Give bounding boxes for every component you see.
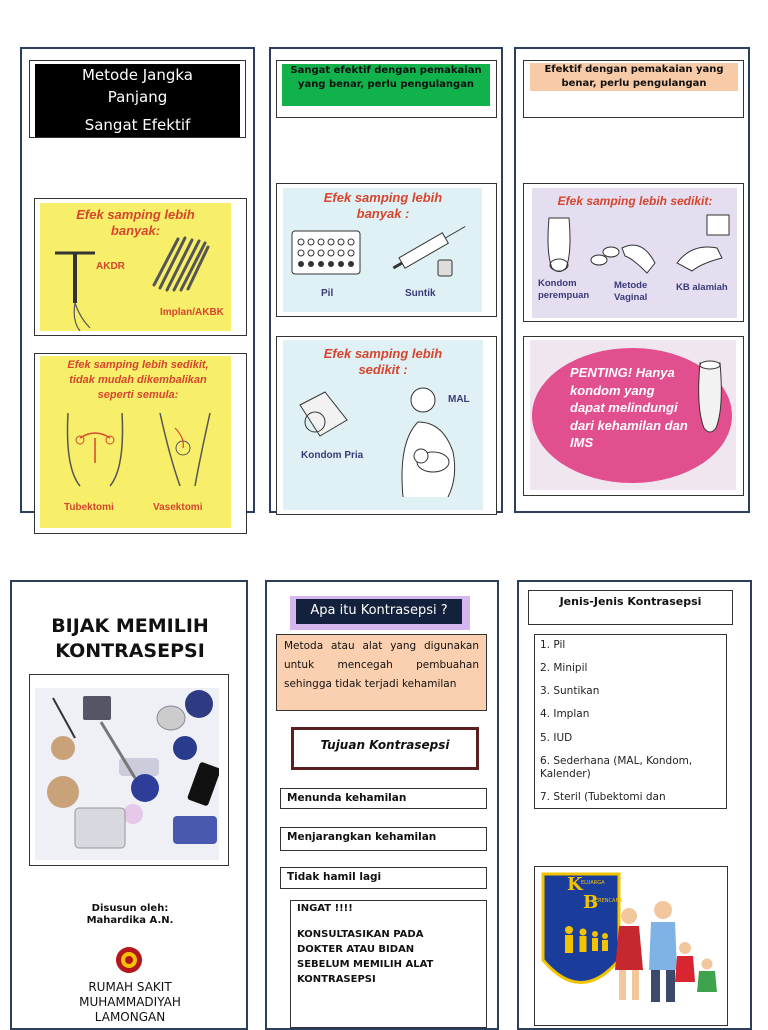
label-male-condom: Kondom Pria bbox=[301, 450, 364, 461]
label-vaginal-method: Metode Vaginal bbox=[614, 280, 648, 303]
effective-card-important-image bbox=[530, 340, 736, 490]
card-title: Efek samping lebih sedikit: bbox=[557, 194, 713, 208]
female-anatomy-icon bbox=[60, 408, 130, 488]
list-item: 4. Implan bbox=[540, 708, 590, 721]
types-list-box bbox=[534, 634, 727, 809]
definition-box: Metoda atau alat yang digunakan untuk mencegah pembuahan sehingga tidak terjadi kehamilan bbox=[276, 634, 487, 711]
card-title: Efek samping lebih sedikit, tidak mudah dikembalikan seperti semula: bbox=[67, 359, 209, 401]
what-is-title: Apa itu Kontrasepsi ? bbox=[296, 599, 462, 624]
goals-title: Tujuan Kontrasepsi bbox=[320, 738, 450, 752]
label-injection: Suntik bbox=[405, 288, 436, 299]
label-akdr: AKDR bbox=[96, 261, 125, 272]
implant-rods-icon bbox=[150, 233, 210, 293]
goal-item-stop: Tidak hamil lagi bbox=[280, 867, 487, 889]
logo-letter-b: B bbox=[583, 892, 599, 913]
list-item: 6. Sederhana (MAL, Kondom, Kalender) bbox=[540, 754, 693, 780]
institution-line-3: LAMONGAN bbox=[94, 1010, 166, 1024]
syringe-icon bbox=[383, 218, 473, 278]
list-item: 2. Minipil bbox=[540, 662, 588, 675]
condom-pack-icon bbox=[295, 390, 350, 440]
label-pill: Pil bbox=[321, 288, 334, 299]
long-term-card-fewer-effects-image bbox=[40, 356, 231, 528]
author-name: Mahardika A.N. bbox=[86, 915, 174, 926]
vaginal-method-icon bbox=[587, 228, 657, 278]
short-term-header: Sangat efektif dengan pemakaian yang benar, perlu pengulangan bbox=[282, 64, 490, 106]
card-title: Efek samping lebih banyak: bbox=[76, 207, 195, 238]
important-message: PENTING! Hanya kondom yang dapat melindungi dari kehamilan dan IMS bbox=[570, 365, 688, 450]
short-term-card-more-effects-image bbox=[283, 188, 482, 312]
label-tubectomy: Tubektomi bbox=[64, 502, 114, 513]
contraceptives-photo bbox=[35, 688, 219, 860]
label-natural-kb: KB alamiah bbox=[676, 282, 728, 293]
institution-line-2: MUHAMMADIYAH bbox=[79, 995, 181, 1009]
female-condom-icon bbox=[544, 213, 574, 275]
list-item: 7. Steril (Tubektomi dan bbox=[540, 790, 666, 803]
list-item: 1. Pil bbox=[540, 639, 566, 651]
condom-icon bbox=[690, 358, 730, 438]
contraceptive-collection-icon bbox=[35, 688, 219, 860]
logo-letter-k: K bbox=[567, 874, 583, 895]
logo-word-2: ERENCANA bbox=[595, 898, 623, 904]
natural-family-planning-icon bbox=[672, 213, 732, 273]
effective-header: Efektif dengan pemakaian yang benar, perlu pengulangan bbox=[530, 63, 738, 91]
header-line-2: Panjang bbox=[107, 88, 168, 106]
types-title: Jenis-Jenis Kontrasepsi bbox=[528, 590, 733, 625]
header-line-3: Sangat Efektif bbox=[84, 116, 191, 134]
reminder-title: INGAT !!!! bbox=[297, 903, 353, 914]
label-implant: Implan/AKBK bbox=[160, 307, 224, 318]
card-title: Efek samping lebih sedikit : bbox=[323, 346, 443, 377]
institution-line-1: RUMAH SAKIT bbox=[88, 980, 172, 994]
hospital-logo-icon bbox=[115, 946, 143, 974]
male-anatomy-icon bbox=[155, 408, 215, 488]
cover-title: BIJAK MEMILIH KONTRASEPSI bbox=[51, 615, 209, 662]
list-item: 3. Suntikan bbox=[540, 685, 600, 698]
goal-item-space: Menjarangkan kehamilan bbox=[280, 827, 487, 851]
long-term-card-more-effects-image bbox=[40, 203, 231, 331]
goal-item-delay: Menunda kehamilan bbox=[280, 788, 487, 809]
iud-icon bbox=[50, 243, 100, 331]
label-female-condom: Kondom perempuan bbox=[538, 278, 590, 301]
card-title: Efek samping lebih banyak : bbox=[323, 190, 443, 221]
label-mal: MAL bbox=[448, 394, 470, 405]
pill-pack-icon bbox=[291, 230, 361, 275]
reminder-text: KONSULTASIKAN PADA DOKTER ATAU BIDAN SEBELUM MEMILIH ALAT KONTRASEPSI bbox=[297, 929, 434, 985]
institution-name bbox=[30, 980, 230, 1025]
effective-card-fewer-effects-image bbox=[532, 188, 737, 318]
list-item: 5. IUD bbox=[540, 731, 573, 744]
kb-logo bbox=[539, 870, 724, 1020]
header-line-1: Metode Jangka bbox=[81, 66, 193, 84]
short-term-card-fewer-effects-image bbox=[283, 340, 483, 510]
types-list bbox=[540, 639, 721, 804]
author-label: Disusun oleh: bbox=[91, 903, 169, 914]
long-term-header bbox=[35, 64, 240, 137]
logo-word-1: ELUARGA bbox=[581, 880, 605, 886]
label-vasectomy: Vasektomi bbox=[153, 502, 203, 513]
